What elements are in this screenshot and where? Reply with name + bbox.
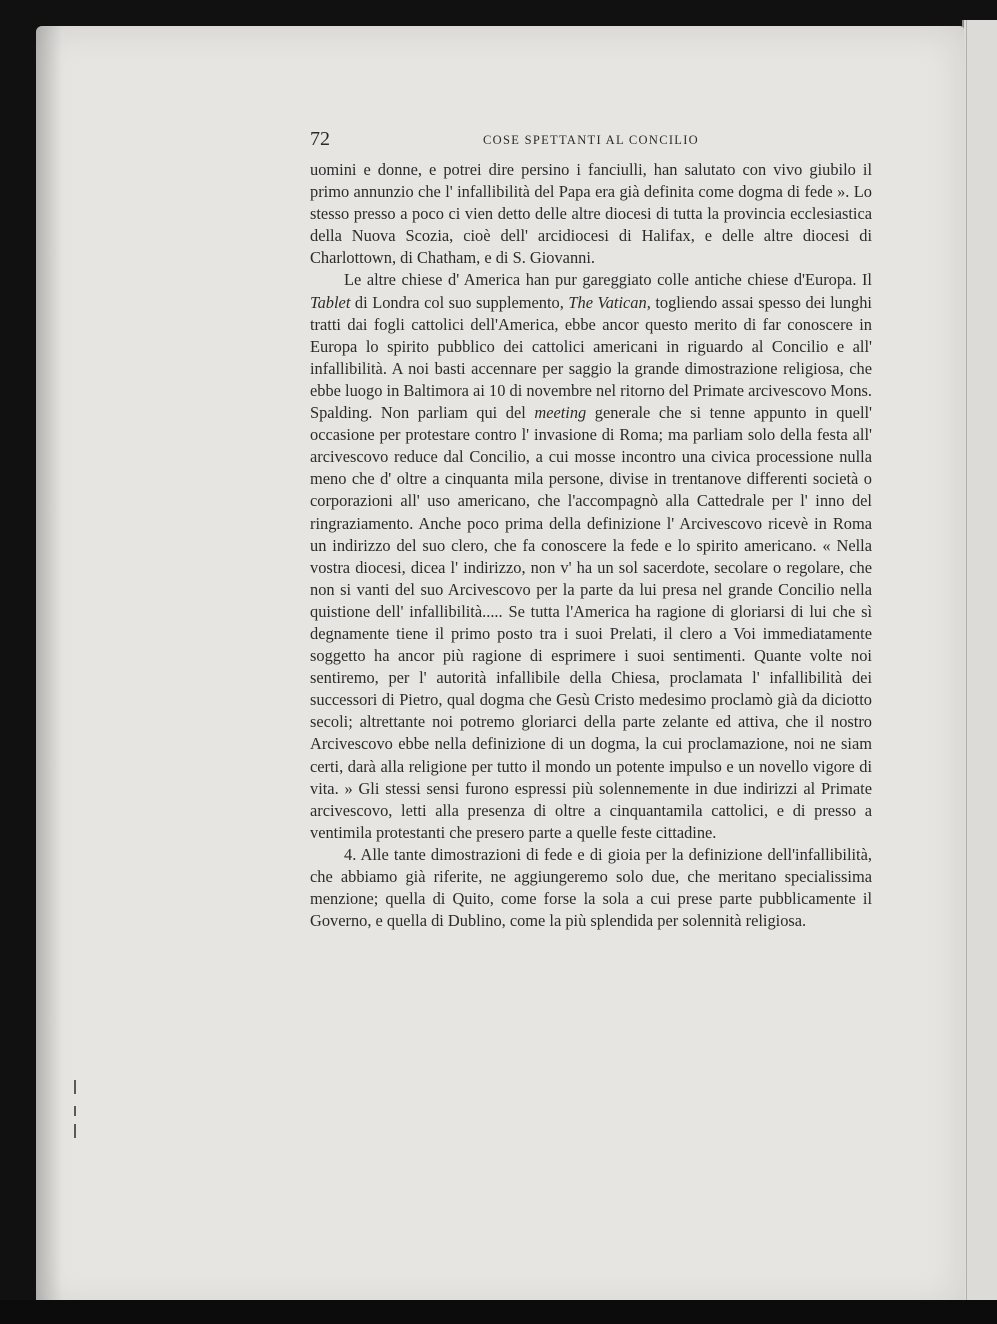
facing-page-edge-line [966,20,967,1316]
paragraph-1: uomini e donne, e potrei dire persino i fanciulli, han salutato con vivo giubilo il primo annunzio che l' infallibilità del Papa era già definita come dogma di fede ». Lo stesso presso a poco ci vien detto delle altre diocesi di tutta la provincia ecclesiastica della Nuova Scozia, cioè dell' arcidiocesi di Halifax, e delle altre diocesi di Charlottown, di Chatham, e di S. Giovanni. [310,160,872,268]
page-number: 72 [310,128,330,150]
meeting-term: meeting [534,403,587,423]
tablet-title: Tablet [310,292,351,312]
scan-bottom-border [0,1300,997,1324]
paragraph-2-text-1: Le altre chiese d' America han pur gareggiato colle antiche chiese d'Europa. Il [344,270,872,290]
page-gutter-shadow [36,26,62,1310]
margin-mark [74,1124,76,1138]
paragraph-2-text-2: di Londra col suo supplemento, [350,292,569,312]
paragraph-2-text-3: , togliendo assai spesso dei lunghi tratti dai fogli cattolici dell'America, ebbe ancor questo merito di far conoscere in Europa lo spirito pubblico dei cattolici americani in riguardo al Concilio e all' infallibilità. A noi basti accennare per saggio la grande dimostrazione religiosa, che ebbe luogo in Baltimora ai 10 di novembre nel ritorno del Primate arcivescovo Mons. Spalding. Non parliam qui del [310,292,872,423]
the-vatican-title: The Vatican [568,292,647,312]
margin-marks [70,1080,84,1170]
margin-mark [74,1106,76,1116]
paragraph-2-text-4: generale che si tenne appunto in quell' occasione per protestare contro l' invasione di Roma; ma parliam solo della festa all' arcivescovo reduce dal Concilio, a cui mosse incontro una civica processione nulla meno che d' oltre a cinquanta mila persone, divise in trentanove differenti società o corporazioni all' uso americano, che l'accompagnò alla Cattedrale per l' inno del ringraziamento. Anche poco prima della definizione l' Arcivescovo ricevè in Roma un indirizzo del suo clero, che fa conoscere la fede e lo spirito americano. « Nella vostra diocesi, dicea l' indirizzo, non v' ha un sol sacerdote, secolare o regolare, che non si vanti del suo Arcivescovo per la parte da lui presa nel grande Concilio nella quistione dell' infallibilità..... Se tutta l'America ha ragione di gloriarsi di lui che sì degnamente tiene il primo posto tra i suoi Prelati, il clero a Voi immediatamente soggetto ha ancor più ragione di esprimere i suoi sentimenti. Quante volte noi sentiremo, per l' autorità infallibile della Chiesa, proclamata l' infallibilità dei successori di Pietro, qual dogma che Gesù Cristo medesimo proclamò già da diciotto secoli; altrettante noi potremo gloriarci della parte zelante ed attiva, che il nostro Arcivescovo ebbe nella definizione di un dogma, la cui proclamazione, noi ne siam certi, darà alla religione per tutto il mondo un potente impulso e un novello vigore di vita. » Gli stessi sensi furono espressi più solennemente in due indirizzi al Primate arcivescovo, letti alla presenza di oltre a cinquantamila cattolici, e di presso a ventimila protestanti che presero parte a quelle feste cittadine. [310,403,873,842]
margin-mark [74,1080,76,1094]
running-head [310,128,872,150]
paragraph-3: 4. Alle tante dimostrazioni di fede e di gioia per la definizione dell'infallibilità, che abbiamo già riferite, ne aggiungeremo solo due, che meritano specialissima menzione; quella di Quito, come forse la sola a cui prese parte pubblicamente il Governo, e quella di Dublino, come la più splendida per solennità religiosa. [310,844,872,931]
facing-page-edge [962,20,997,1316]
paragraph-2 [310,269,872,843]
page-body [310,159,872,932]
running-title: COSE SPETTANTI AL CONCILIO [483,133,700,147]
